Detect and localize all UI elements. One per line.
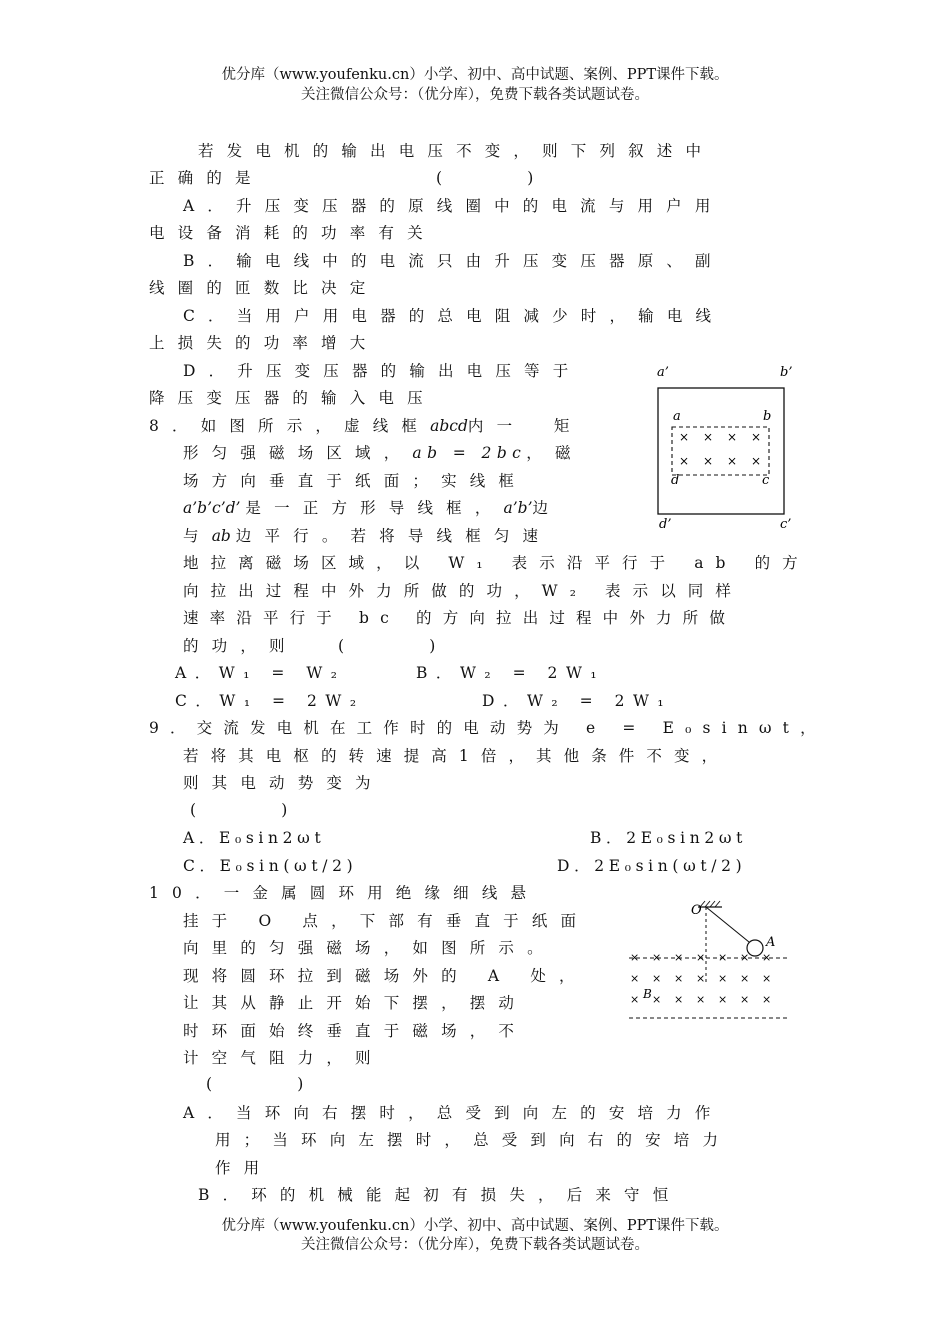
svg-text:×: × bbox=[696, 972, 706, 985]
q10-line-1: 10．一金属圆环用绝缘细线悬 bbox=[149, 884, 540, 902]
svg-text:×: × bbox=[751, 454, 762, 468]
q10-line-6: 时环面始终垂直于磁场，不 bbox=[183, 1022, 528, 1040]
footer-line-1: 优分库（www.youfenku.cn）小学、初中、高中试题、案例、PPT课件下载。 bbox=[221, 1218, 729, 1234]
q10-line-5: 让其从静止开始下摆，摆动 bbox=[183, 994, 528, 1012]
label-inner-d: d bbox=[671, 473, 680, 488]
footer-line-2: 关注微信公众号：（优分库），免费下载各类试题试卷。 bbox=[301, 1237, 649, 1253]
q10-figure bbox=[624, 895, 794, 1030]
label-outer-top-left: a’ bbox=[657, 365, 669, 380]
q8-line-2: 形匀强磁场区域，ab = 2bc，磁 bbox=[183, 444, 584, 462]
q8-option-b: B．W₂ = 2W₁ bbox=[416, 664, 606, 682]
svg-text:×: × bbox=[696, 993, 706, 1006]
metal-ring bbox=[747, 940, 763, 956]
svg-text:×: × bbox=[630, 951, 640, 964]
svg-text:×: × bbox=[679, 430, 690, 444]
suspension-thread bbox=[706, 907, 749, 942]
q8-line-9: 的功，则 bbox=[183, 637, 298, 655]
q7-stem-line-2: 正确的是 bbox=[149, 169, 264, 187]
q7-option-c-line-2: 上损失的功率增大 bbox=[149, 334, 379, 352]
q9-option-b: B．2E₀sin2ωt bbox=[590, 829, 748, 847]
q7-option-c-line-1: C．当用户用电器的总电阻减少时，输电线 bbox=[183, 307, 725, 325]
q10-option-b: B．环的机械能起初有损失，后来守恒 bbox=[198, 1186, 682, 1204]
svg-text:×: × bbox=[740, 951, 750, 964]
q10-line-3: 向里的匀强磁场，如图所示。 bbox=[183, 939, 556, 957]
label-inner-b: b bbox=[763, 409, 772, 424]
q8-answer-bracket: ( ) bbox=[338, 637, 440, 655]
svg-text:×: × bbox=[762, 972, 772, 985]
q9-answer-bracket: ( ) bbox=[190, 801, 292, 819]
q8-line-3: 场方向垂直于纸面；实线框 bbox=[183, 472, 528, 490]
q10-line-2: 挂于 O 点，下部有垂直于纸面 bbox=[183, 912, 590, 930]
q10-option-a-line-3: 作用 bbox=[215, 1159, 273, 1177]
q7-option-a-line-2: 电设备消耗的功率有关 bbox=[149, 224, 436, 242]
q7-option-b-line-2: 线圈的匝数比决定 bbox=[149, 279, 379, 297]
q10-option-a-line-1: A．当环向右摆时，总受到向左的安培力作 bbox=[183, 1104, 724, 1122]
outer-square-frame bbox=[658, 388, 784, 514]
q10-line-4: 现将圆环拉到磁场外的 A 处， bbox=[183, 967, 588, 985]
q8-option-c: C．W₁ = 2W₂ bbox=[175, 692, 365, 710]
q10-answer-bracket: ( ) bbox=[206, 1075, 308, 1093]
q8-line-8: 速率沿平行于 bc 的方向拉出过程中外力所做 bbox=[183, 609, 736, 627]
svg-text:×: × bbox=[703, 454, 714, 468]
q8-line-4: a’b’c’d’ 是一正方形导线框，a’b’边 bbox=[183, 499, 549, 517]
label-b: B bbox=[643, 987, 652, 1001]
svg-text:×: × bbox=[727, 454, 738, 468]
svg-text:×: × bbox=[740, 993, 750, 1006]
svg-text:×: × bbox=[718, 993, 728, 1006]
q8-line-1: 8．如图所示，虚线框abcd内一 矩 bbox=[149, 417, 583, 435]
svg-text:×: × bbox=[674, 951, 684, 964]
label-outer-bottom-right: c’ bbox=[780, 517, 792, 532]
svg-text:×: × bbox=[762, 993, 772, 1006]
svg-text:×: × bbox=[703, 430, 714, 444]
q7-option-d-line-1: D．升压变压器的输出电压等于 bbox=[183, 362, 582, 380]
q8-option-d: D．W₂ = 2W₁ bbox=[482, 692, 673, 710]
q9-option-d: D．2E₀sin(ωt/2) bbox=[557, 857, 747, 875]
q9-line-2: 若将其电枢的转速提高1倍，其他条件不变， bbox=[183, 747, 730, 765]
field-crosses bbox=[679, 430, 761, 468]
label-outer-top-right: b’ bbox=[780, 365, 793, 380]
svg-text:×: × bbox=[696, 951, 706, 964]
svg-text:×: × bbox=[762, 951, 772, 964]
label-a: A bbox=[766, 935, 776, 950]
svg-text:×: × bbox=[727, 430, 738, 444]
ceiling-hatch bbox=[700, 901, 720, 907]
svg-text:×: × bbox=[751, 430, 762, 444]
q8-line-7: 向拉出过程中外力所做的功，W₂ 表示以同样 bbox=[183, 582, 743, 600]
q10-line-7: 计空气阻力，则 bbox=[183, 1049, 384, 1067]
q7-stem-line-1: 若发电机的输出电压不变，则下列叙述中 bbox=[198, 142, 715, 160]
svg-text:×: × bbox=[740, 972, 750, 985]
q8-option-a: A．W₁ = W₂ bbox=[175, 664, 346, 682]
q10-option-a-line-2: 用；当环向左摆时，总受到向右的安培力 bbox=[215, 1131, 732, 1149]
label-inner-a: a bbox=[673, 409, 681, 424]
header-line-1: 优分库（www.youfenku.cn）小学、初中、高中试题、案例、PPT课件下载。 bbox=[221, 67, 729, 83]
svg-text:×: × bbox=[630, 972, 640, 985]
q9-line-3: 则其电动势变为 bbox=[183, 774, 384, 792]
label-inner-c: c bbox=[762, 473, 770, 488]
q7-option-d-line-2: 降压变压器的输入电压 bbox=[149, 389, 436, 407]
svg-text:×: × bbox=[718, 951, 728, 964]
q8-line-6: 地拉离磁场区域，以 W₁ 表示沿平行于 ab 的方 bbox=[183, 554, 810, 572]
svg-text:×: × bbox=[679, 454, 690, 468]
svg-text:×: × bbox=[652, 972, 662, 985]
label-outer-bottom-left: d’ bbox=[659, 517, 672, 532]
svg-text:×: × bbox=[718, 972, 728, 985]
label-o: O bbox=[691, 903, 702, 918]
svg-text:×: × bbox=[652, 993, 662, 1006]
q8-figure bbox=[650, 362, 800, 532]
q9-option-c: C．E₀sin(ωt/2) bbox=[183, 857, 358, 875]
q9-line-1: 9．交流发电机在工作时的电动势为 e = E₀sinωt， bbox=[149, 719, 827, 737]
q7-option-b-line-1: B．输电线中的电流只由升压变压器原、副 bbox=[183, 252, 724, 270]
svg-text:×: × bbox=[652, 951, 662, 964]
svg-text:×: × bbox=[630, 993, 640, 1006]
svg-text:×: × bbox=[674, 972, 684, 985]
svg-text:×: × bbox=[674, 993, 684, 1006]
q7-option-a-line-1: A．升压变压器的原线圈中的电流与用户用 bbox=[183, 197, 724, 215]
q8-line-5: 与ab 边平行。若将导线框匀速 bbox=[183, 527, 552, 545]
q7-answer-bracket: ( ) bbox=[436, 169, 538, 187]
header-line-2: 关注微信公众号：（优分库），免费下载各类试题试卷。 bbox=[301, 87, 649, 103]
q9-option-a: A．E₀sin2ωt bbox=[183, 829, 326, 847]
